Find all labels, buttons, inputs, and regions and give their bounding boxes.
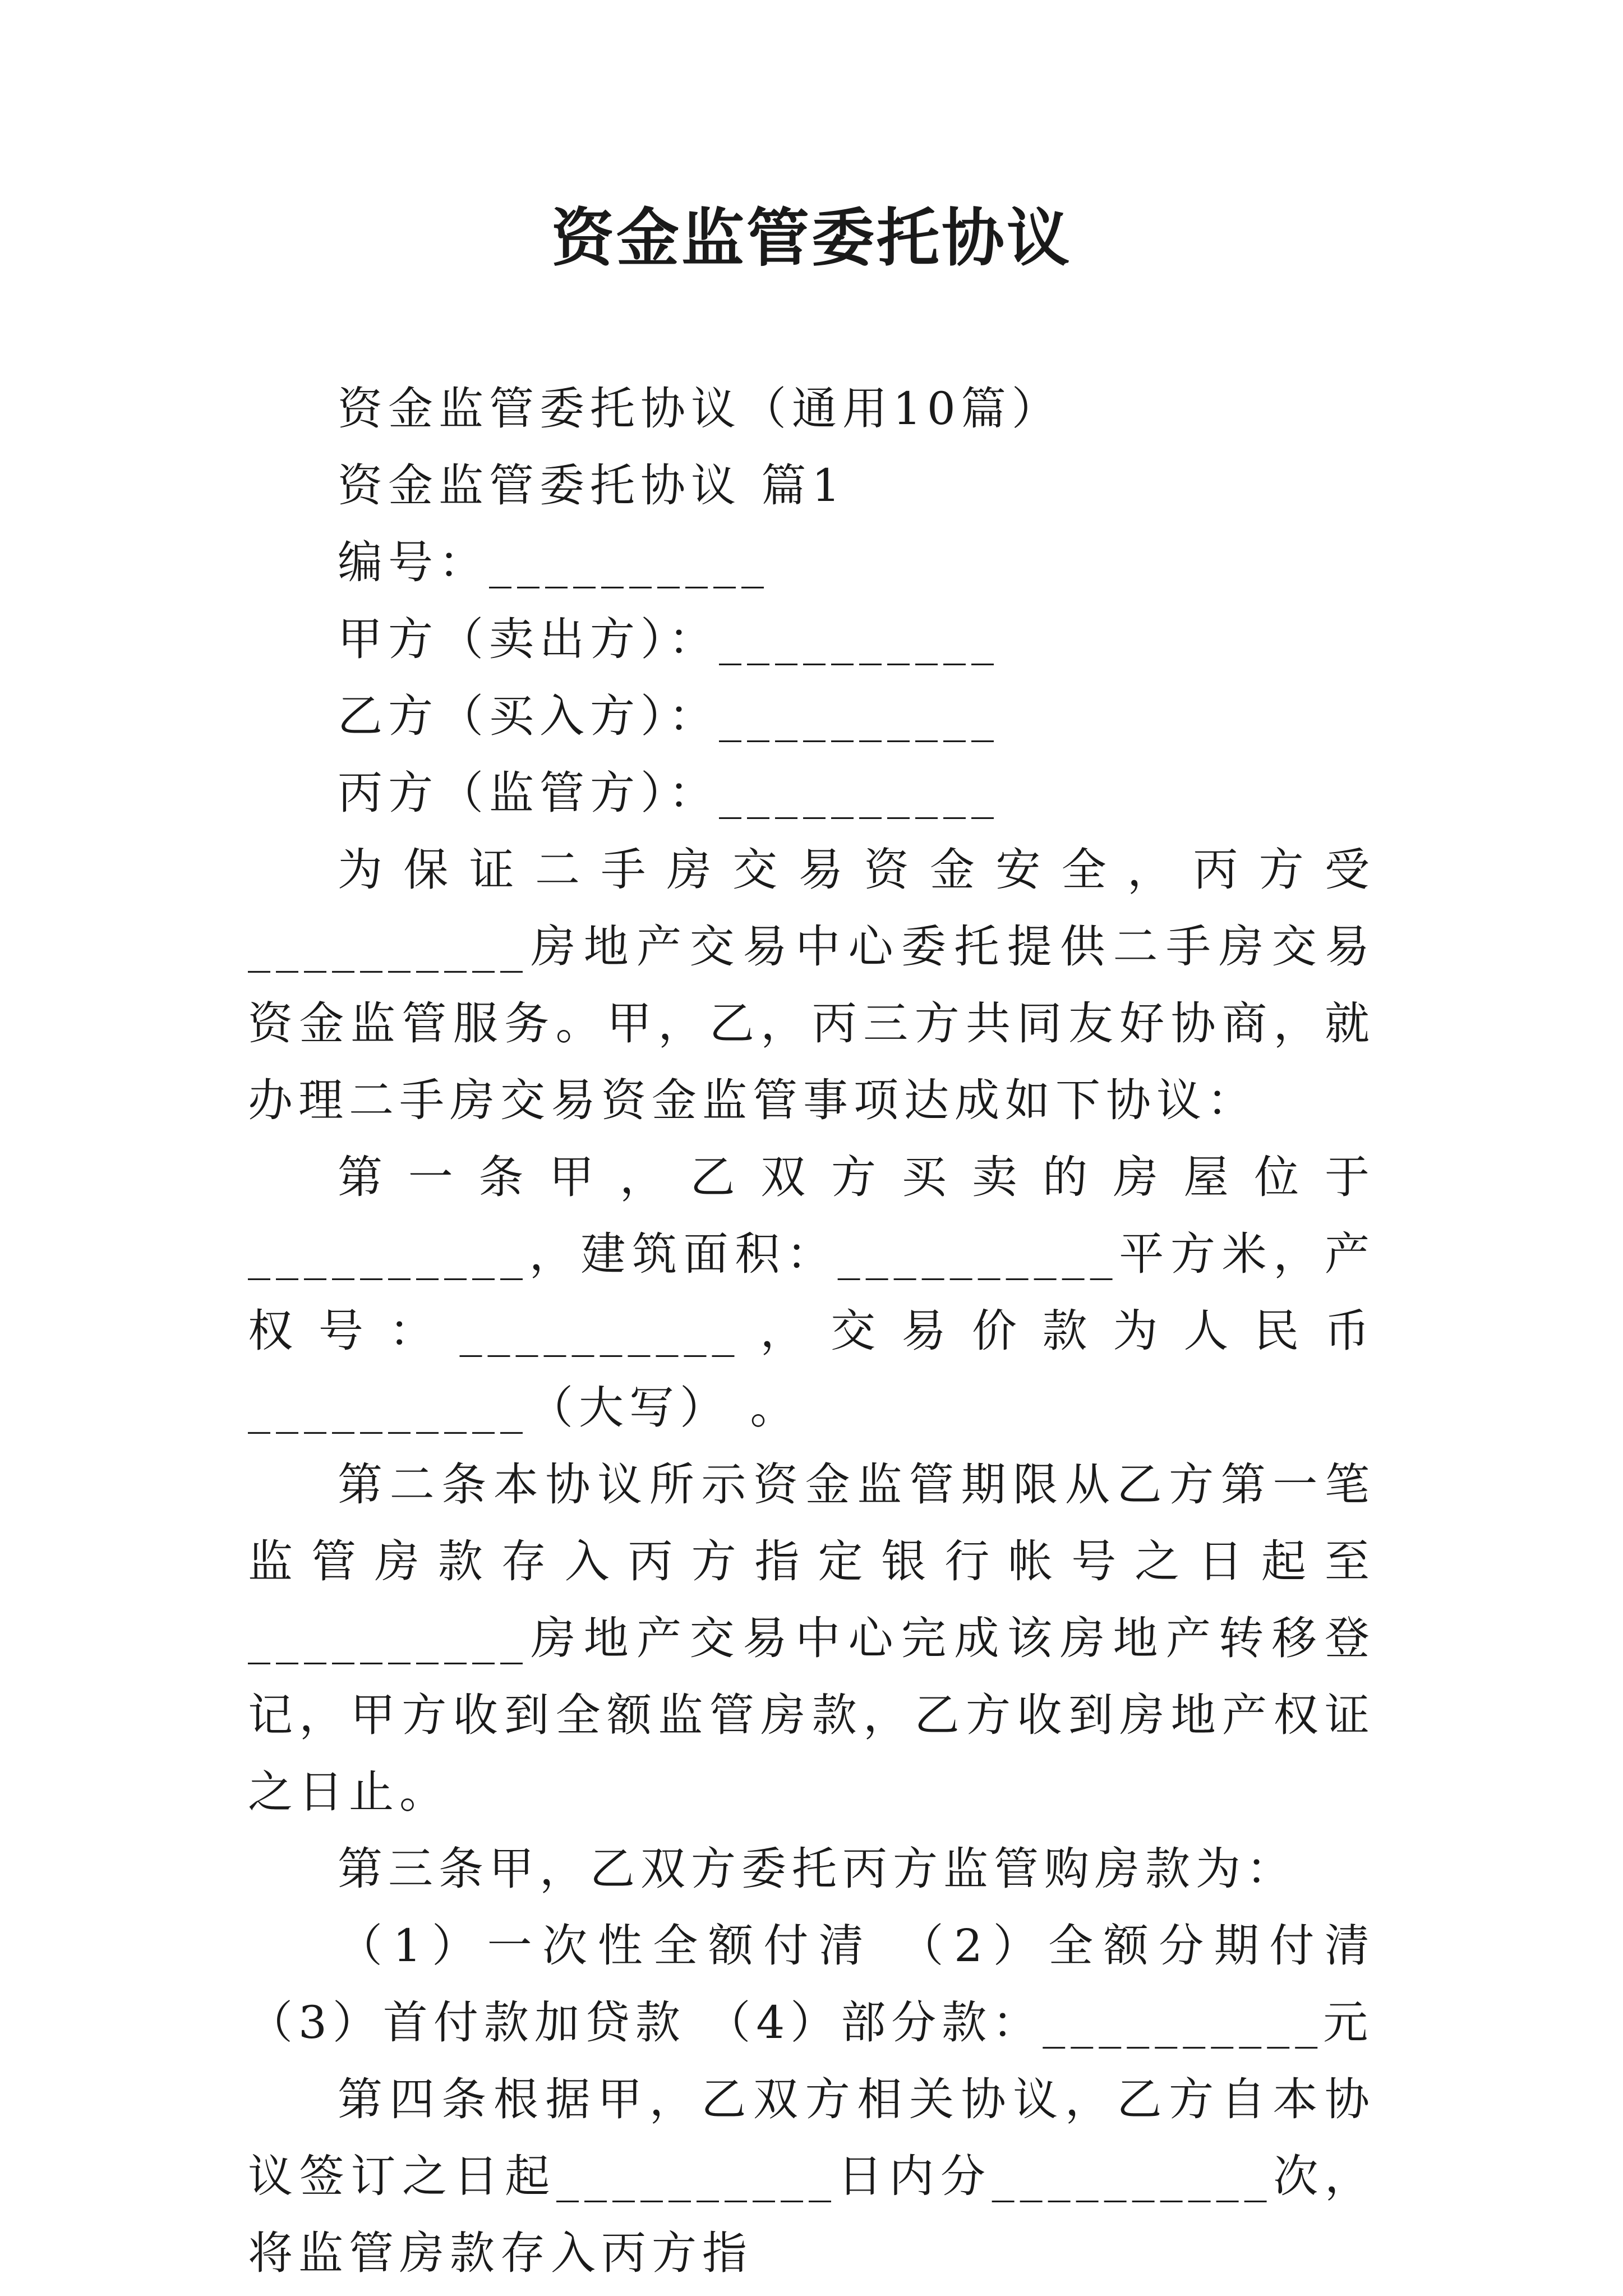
paragraph-preamble: 为保证二手房交易资金安全，丙方受__________房地产交易中心委托提供二手房交易资金监管服务。甲，乙，丙三方共同友好协商，就办理二手房交易资金监管事项达成如下协议： [248,844,1375,1126]
paragraph-party-c: 丙方（监管方）：__________ [338,767,999,819]
document-title: 资金监管委托协议 [551,201,1072,275]
paragraph-number-field: 编号：__________ [338,536,769,588]
paragraph-clause-4: 第四条根据甲，乙双方相关协议，乙方自本协议签订之日起__________日内分__________次，将监管房款存入丙方指 [248,2073,1375,2279]
paragraph-heading-article-1: 资金监管委托协议 篇1 [338,459,846,512]
paragraph-party-b: 乙方（买入方）：__________ [338,690,999,742]
paragraph-clause-1: 第一条甲，乙双方买卖的房屋位于__________，建筑面积：__________平方米，产权号：__________，交易价款为人民币__________（大写） 。 [248,1151,1375,1434]
paragraph-party-a: 甲方（卖出方）：__________ [338,613,999,665]
document-body [248,370,1375,2292]
paragraph-clause-3: 第三条甲，乙双方委托丙方监管购房款为： [338,1843,1297,1895]
paragraph-clause-2: 第二条本协议所示资金监管期限从乙方第一笔监管房款存入丙方指定银行帐号之日起至__________房地产交易中心完成该房地产转移登记，甲方收到全额监管房款，乙方收到房地产权证之日止。 [248,1458,1375,1818]
paragraph-clause-3-options: （1）一次性全额付清 （2）全额分期付清 （3）首付款加贷款 （4）部分款：__________元 [248,1920,1375,2049]
paragraph-subtitle: 资金监管委托协议（通用10篇） [338,383,1062,435]
